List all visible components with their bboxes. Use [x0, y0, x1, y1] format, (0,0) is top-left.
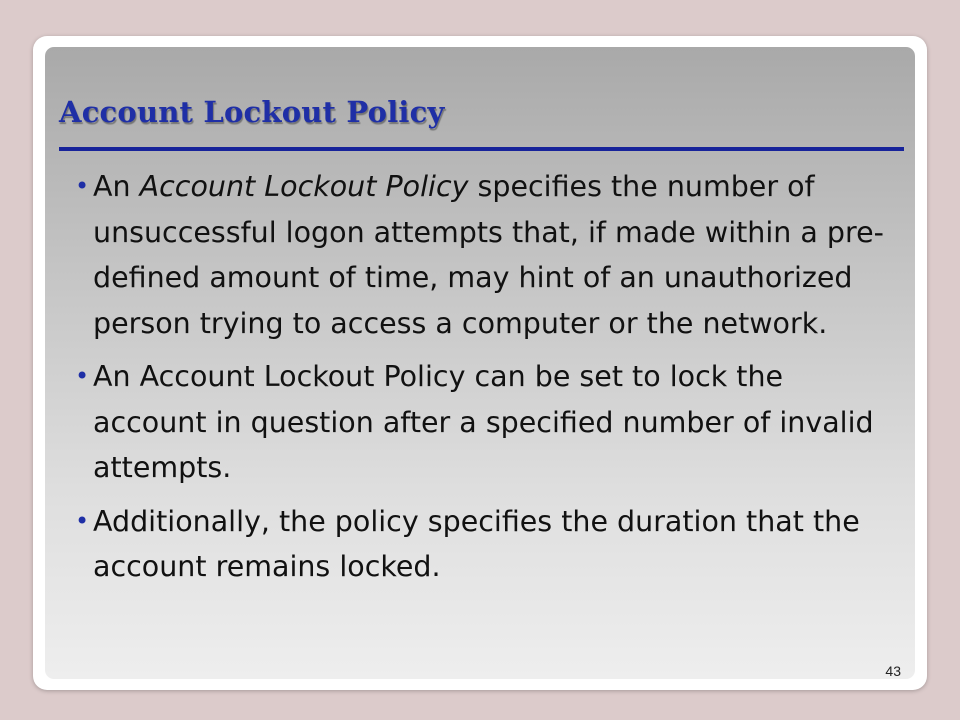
bullet-text-1-start: An: [93, 170, 140, 203]
page-number: 43: [885, 663, 901, 679]
bullet-item-2: [75, 354, 905, 491]
bullet-text-3: Additionally, the policy specifies the duration that the account remains locked.: [93, 504, 860, 583]
bullet-text-1-emphasis: Account Lockout Policy: [139, 170, 469, 203]
title-underline: [59, 147, 904, 151]
slide: [45, 47, 915, 679]
slide-title: Account Lockout Policy: [59, 95, 445, 129]
bullet-text-1-end: specifies the number of unsuccessful logon attempts that, if made within a pre-defined amount of time, may hint of an unauthorized person trying to access a computer or the network.: [93, 170, 884, 340]
bullet-text-2: An Account Lockout Policy can be set to lock the account in question after a specified number of invalid attempts.: [93, 360, 874, 484]
bullet-icon: •: [75, 506, 90, 535]
bullet-item-3: [75, 499, 905, 590]
bullet-icon: •: [75, 172, 90, 200]
bullet-icon: •: [75, 362, 90, 390]
bullet-list: [75, 164, 905, 598]
bullet-item-1: [75, 164, 905, 346]
